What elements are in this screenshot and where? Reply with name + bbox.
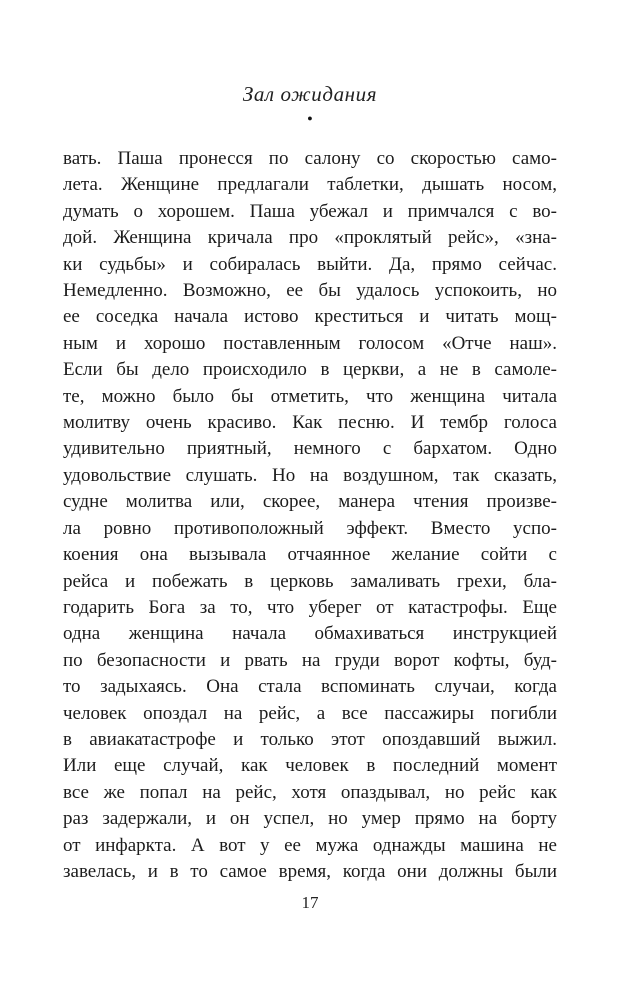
body-line: ки судьбы» и собиралась выйти. Да, прямо сейчас. xyxy=(63,253,557,275)
body-line: годарить Бога за то, что уберег от катастрофы. Еще xyxy=(63,596,557,618)
body-line: Немедленно. Возможно, ее бы удалось успокоить, но xyxy=(63,280,557,302)
body-line: судне молитва или, скорее, манера чтения произве- xyxy=(63,491,557,513)
body-line: ла ровно противоположный эффект. Вместо успо- xyxy=(63,517,557,539)
body-line: все же попал на рейс, хотя опаздывал, но рейс как xyxy=(63,781,557,803)
body-line: Если бы дело происходило в церкви, а не в самоле- xyxy=(63,359,557,381)
body-line: ным и хорошо поставленным голосом «Отче наш». xyxy=(63,332,557,354)
body-line: по безопасности и рвать на груди ворот кофты, буд- xyxy=(63,649,557,671)
body-line: рейса и побежать в церковь замаливать грехи, бла- xyxy=(63,570,557,592)
body-line: лета. Женщине предлагали таблетки, дышать носом, xyxy=(63,174,557,196)
body-line: молитву очень красиво. Как песню. И тембр голоса xyxy=(63,412,557,434)
body-line: коения она вызывала отчаянное желание сойти с xyxy=(63,544,557,566)
body-line: человек опоздал на рейс, а все пассажиры погибли xyxy=(63,702,557,724)
body-line: дой. Женщина кричала про «проклятый рейс», «зна- xyxy=(63,227,557,249)
body-line: удовольствие слушать. Но на воздушном, так сказать, xyxy=(63,464,557,486)
body-text xyxy=(63,146,557,885)
dot-ornament-icon: ● xyxy=(307,113,313,123)
body-line: то задыхаясь. Она стала вспоминать случаи, когда xyxy=(63,676,557,698)
body-line: раз задержали, и он успел, но умер прямо на борту xyxy=(63,808,557,830)
body-line: в авиакатастрофе и только этот опоздавший выжил. xyxy=(63,728,557,750)
body-line: завелась, и в то самое время, когда они должны были xyxy=(63,860,557,882)
body-line: одна женщина начала обмахиваться инструкцией xyxy=(63,623,557,645)
body-line: Или еще случай, как человек в последний момент xyxy=(63,755,557,777)
body-line: от инфаркта. А вот у ее мужа однажды машина не xyxy=(63,834,557,856)
running-head-title: Зал ожидания xyxy=(242,82,378,106)
body-line: вать. Паша пронесся по салону со скоростью само- xyxy=(63,148,557,169)
page-number: 17 xyxy=(301,893,319,912)
body-line: те, можно было бы отметить, что женщина читала xyxy=(63,385,557,407)
body-line: удивительно приятный, немного с бархатом. Одно xyxy=(63,438,557,460)
body-line: ее соседка начала истово креститься и читать мощ- xyxy=(63,306,557,328)
body-line: думать о хорошем. Паша убежал и примчался с во- xyxy=(63,200,557,222)
